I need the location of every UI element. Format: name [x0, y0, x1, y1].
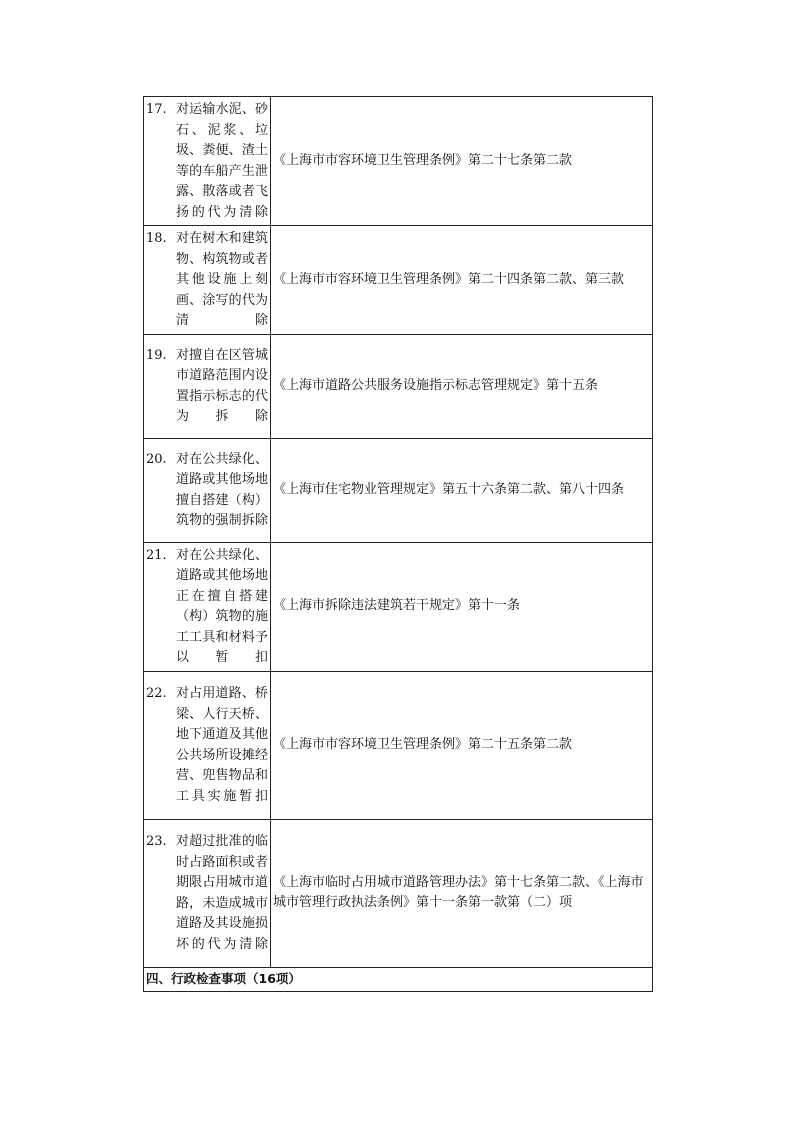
item-cell — [144, 438, 271, 542]
item-cell — [144, 97, 271, 226]
basis-cell — [271, 97, 653, 226]
section-title: 四、行政检查事项（16项） — [146, 970, 301, 986]
table-row — [144, 819, 653, 967]
table-row — [144, 542, 653, 671]
section-header-row — [144, 967, 653, 991]
item-text: 对占用道路、桥梁、人行天桥、地下通道及其他公共场所设摊经营、兜售物品和工具实施暂扣 — [176, 686, 268, 804]
table-row — [144, 334, 653, 438]
item-cell — [144, 542, 271, 671]
section-header-cell — [144, 967, 653, 991]
items-table — [143, 96, 653, 992]
item-text: 对在树木和建筑物、构筑物或者其他设施上刻画、涂写的代为清除 — [176, 231, 268, 328]
basis-cell — [271, 438, 653, 542]
basis-cell — [271, 819, 653, 967]
item-number: 23. — [146, 834, 167, 849]
legal-basis-text: 《上海市住宅物业管理规定》第五十六条第二款、第八十四条 — [273, 481, 625, 497]
legal-basis-text: 《上海市市容环境卫生管理条例》第二十五条第二款 — [273, 736, 573, 752]
item-number: 19. — [146, 347, 167, 363]
table-row — [144, 97, 653, 226]
item-cell — [144, 671, 271, 819]
item-cell — [144, 226, 271, 335]
item-number: 22. — [146, 686, 167, 701]
item-text: 对擅自在区管城市道路范围内设置指示标志的代为拆除 — [176, 347, 268, 424]
item-text: 对在公共绿化、道路或其他场地正在擅自搭建（构）筑物的施工工具和材料予以暂扣 — [176, 547, 268, 665]
legal-basis-text: 《上海市道路公共服务设施指示标志管理规定》第十五条 — [273, 377, 599, 393]
basis-cell — [271, 542, 653, 671]
table-row — [144, 671, 653, 819]
item-cell — [144, 819, 271, 967]
basis-cell — [271, 334, 653, 438]
legal-basis-text: 《上海市临时占用城市道路管理办法》第十七条第二款、《上海市城市管理行政执法条例》第十一条第一款第（二）项 — [273, 874, 644, 910]
item-text: 对在公共绿化、道路或其他场地擅自搭建（构）筑物的强制拆除 — [176, 451, 268, 528]
item-number: 17. — [146, 102, 167, 117]
item-cell — [144, 334, 271, 438]
legal-basis-text: 《上海市市容环境卫生管理条例》第二十四条第二款、第三款 — [273, 271, 625, 287]
item-text: 对运输水泥、砂石、泥浆、垃圾、粪便、渣土等的车船产生泄露、散落或者飞扬的代为清除 — [176, 102, 268, 220]
legal-basis-text: 《上海市拆除违法建筑若干规定》第十一条 — [273, 598, 521, 614]
legal-basis-text: 《上海市市容环境卫生管理条例》第二十七条第二款 — [273, 152, 573, 168]
basis-cell — [271, 671, 653, 819]
item-text: 对超过批准的临时占路面积或者期限占用城市道路，未造成城市道路及其设施损坏的代为清除 — [176, 834, 268, 952]
table-row — [144, 438, 653, 542]
item-number: 20. — [146, 451, 167, 467]
table-row — [144, 226, 653, 335]
basis-cell — [271, 226, 653, 335]
item-number: 21. — [146, 547, 167, 563]
item-number: 18. — [146, 231, 167, 246]
